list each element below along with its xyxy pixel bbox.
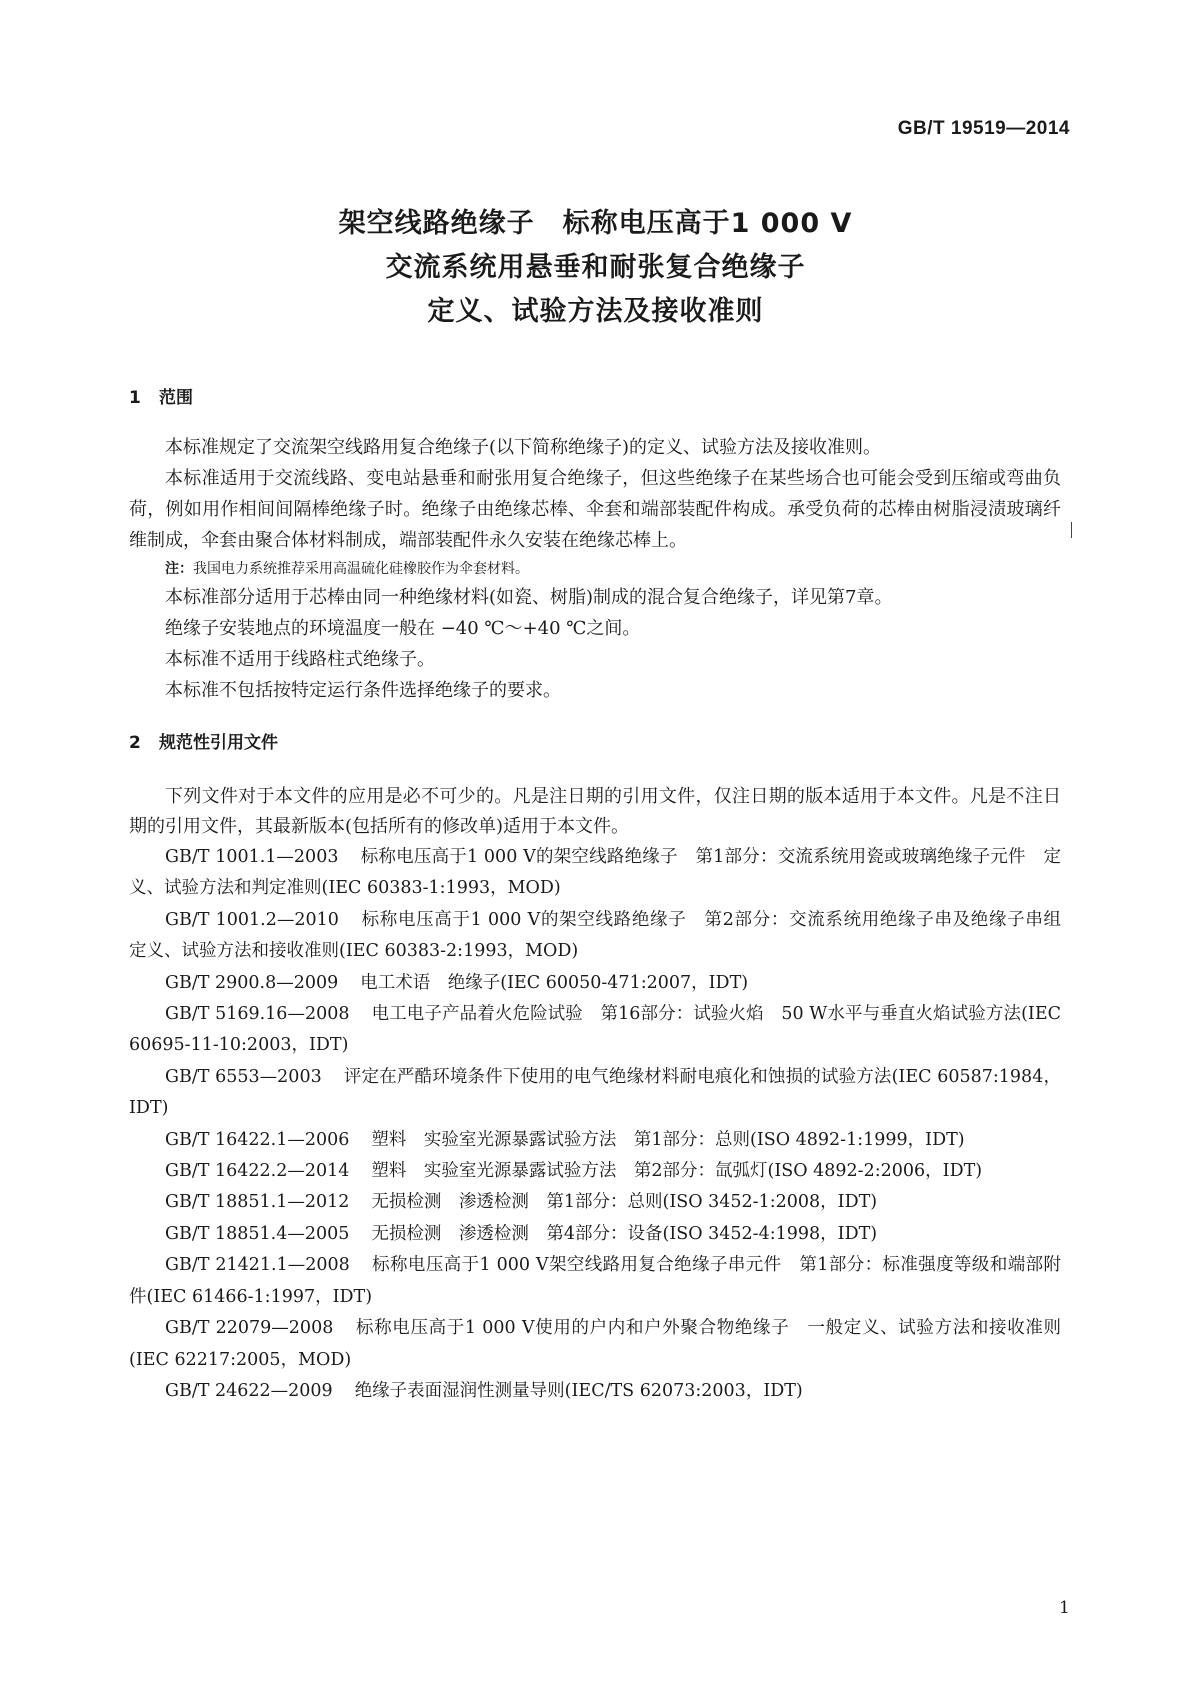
reference-item xyxy=(129,1187,1061,1218)
reference-code: GB/T 5169.16—2008 xyxy=(165,1004,350,1025)
reference-code: GB/T 1001.2—2010 xyxy=(165,909,339,930)
reference-title: 电工术语 绝缘子(IEC 60050-471:2007，IDT) xyxy=(360,972,749,993)
reference-code: GB/T 24622—2009 xyxy=(165,1380,333,1401)
scope-paragraph-1: 本标准规定了交流架空线路用复合绝缘子(以下简称绝缘子)的定义、试验方法及接收准则。 xyxy=(165,437,882,458)
section-title: 规范性引用文件 xyxy=(159,733,278,753)
scope-paragraph-6: 本标准不包括按特定运行条件选择绝缘子的要求。 xyxy=(165,680,561,701)
reference-code: GB/T 18851.4—2005 xyxy=(165,1223,350,1244)
reference-code: GB/T 6553—2003 xyxy=(165,1066,322,1087)
note-text: 我国电力系统推荐采用高温硫化硅橡胶作为伞套材料。 xyxy=(193,561,529,577)
page-number: 1 xyxy=(1059,1598,1070,1618)
standard-number: GB/T 19519—2014 xyxy=(897,118,1070,139)
reference-title: 无损检测 渗透检测 第4部分：设备(ISO 3452-4:1998，IDT) xyxy=(371,1223,878,1244)
reference-item xyxy=(129,905,1079,968)
reference-item xyxy=(129,842,1061,905)
reference-title: 标称电压高于1 000 V使用的户内和户外聚合物绝缘子 一般定义、试验方法和接收准则(IEC 62217:2005，MOD) xyxy=(129,1318,1062,1370)
reference-title: 绝缘子表面湿润性测量导则(IEC/TS 62073:2003，IDT) xyxy=(354,1380,803,1401)
reference-title: 标称电压高于1 000 V架空线路用复合绝缘子串元件 第1部分：标准强度等级和端部附件(IEC 61466-1:1997，IDT) xyxy=(129,1255,1061,1307)
reference-item xyxy=(129,1125,1061,1156)
reference-item xyxy=(129,999,1061,1062)
title-line-3: 定义、试验方法及接收准则 xyxy=(427,296,764,327)
reference-title: 评定在严酷环境条件下使用的电气绝缘材料耐电痕化和蚀损的试验方法(IEC 60587:1984，IDT) xyxy=(129,1066,1061,1119)
reference-title: 无损检测 渗透检测 第1部分：总则(ISO 3452-1:2008，IDT) xyxy=(371,1192,878,1213)
reference-item xyxy=(129,1250,1061,1313)
scope-note xyxy=(129,556,1061,582)
section-title: 范围 xyxy=(159,388,193,408)
section-2-body xyxy=(129,782,1079,1407)
reference-code: GB/T 2900.8—2009 xyxy=(165,972,339,993)
scope-paragraph-3: 本标准部分适用于芯棒由同一种绝缘材料(如瓷、树脂)制成的混合复合绝缘子，详见第7章。 xyxy=(165,587,893,608)
reference-title: 标称电压高于1 000 V的架空线路绝缘子 第1部分：交流系统用瓷或玻璃绝缘子元件 定义、试验方法和判定准则(IEC 60383-1:1993，MOD) xyxy=(129,847,1061,899)
reference-list xyxy=(129,842,1079,1407)
reference-code: GB/T 16422.2—2014 xyxy=(165,1161,350,1182)
reference-item xyxy=(129,1313,1061,1376)
section-number: 2 xyxy=(129,733,141,753)
reference-code: GB/T 16422.1—2006 xyxy=(165,1129,350,1150)
reference-title: 塑料 实验室光源暴露试验方法 第2部分：氙弧灯(ISO 4892-2:2006，IDT) xyxy=(371,1161,983,1182)
document-title xyxy=(0,202,1191,334)
scope-paragraph-5: 本标准不适用于线路柱式绝缘子。 xyxy=(165,649,435,670)
section-1-body xyxy=(129,432,1061,706)
title-line-1: 架空线路绝缘子 标称电压高于1 000 V xyxy=(338,208,853,239)
scope-paragraph-4: 绝缘子安装地点的环境温度一般在 −40 ℃～+40 ℃之间。 xyxy=(165,618,641,639)
section-number: 1 xyxy=(129,388,141,408)
scope-paragraph-2: 本标准适用于交流线路、变电站悬垂和耐张用复合绝缘子，但这些绝缘子在某些场合也可能会受到压缩或弯曲负荷，例如用作相间间隔棒绝缘子时。绝缘子由绝缘芯棒、伞套和端部装配件构成。承受负荷的芯棒由树脂浸渍玻璃纤维制成，伞套由聚合体材料制成，端部装配件永久安装在绝缘芯棒上。 xyxy=(129,468,1061,551)
reference-code: GB/T 18851.1—2012 xyxy=(165,1192,350,1213)
section-1-heading xyxy=(129,383,193,408)
reference-item xyxy=(129,1156,1061,1187)
references-intro: 下列文件对于本文件的应用是必不可少的。凡是注日期的引用文件，仅注日期的版本适用于本文件。凡是不注日期的引用文件，其最新版本(包括所有的修改单)适用于本文件。 xyxy=(129,786,1061,837)
section-2-heading xyxy=(129,728,278,753)
reference-item xyxy=(129,1062,1061,1125)
reference-item xyxy=(129,968,1061,999)
reference-item xyxy=(129,1376,1061,1407)
reference-code: GB/T 21421.1—2008 xyxy=(165,1255,350,1276)
note-label: 注： xyxy=(165,561,193,577)
reference-item xyxy=(129,1219,1061,1250)
reference-code: GB/T 1001.1—2003 xyxy=(165,847,339,867)
title-line-2: 交流系统用悬垂和耐张复合绝缘子 xyxy=(385,252,806,283)
change-bar xyxy=(1071,522,1072,538)
reference-title: 标称电压高于1 000 V的架空线路绝缘子 第2部分：交流系统用绝缘子串及绝缘子串组 定义、试验方法和接收准则(IEC 60383-2:1993，MOD) xyxy=(129,909,1079,962)
reference-code: GB/T 22079—2008 xyxy=(165,1318,334,1339)
reference-title: 电工电子产品着火危险试验 第16部分：试验火焰 50 W水平与垂直火焰试验方法(IEC 60695-11-10:2003，IDT) xyxy=(129,1004,1061,1056)
reference-title: 塑料 实验室光源暴露试验方法 第1部分：总则(ISO 4892-1:1999，IDT) xyxy=(371,1129,965,1150)
